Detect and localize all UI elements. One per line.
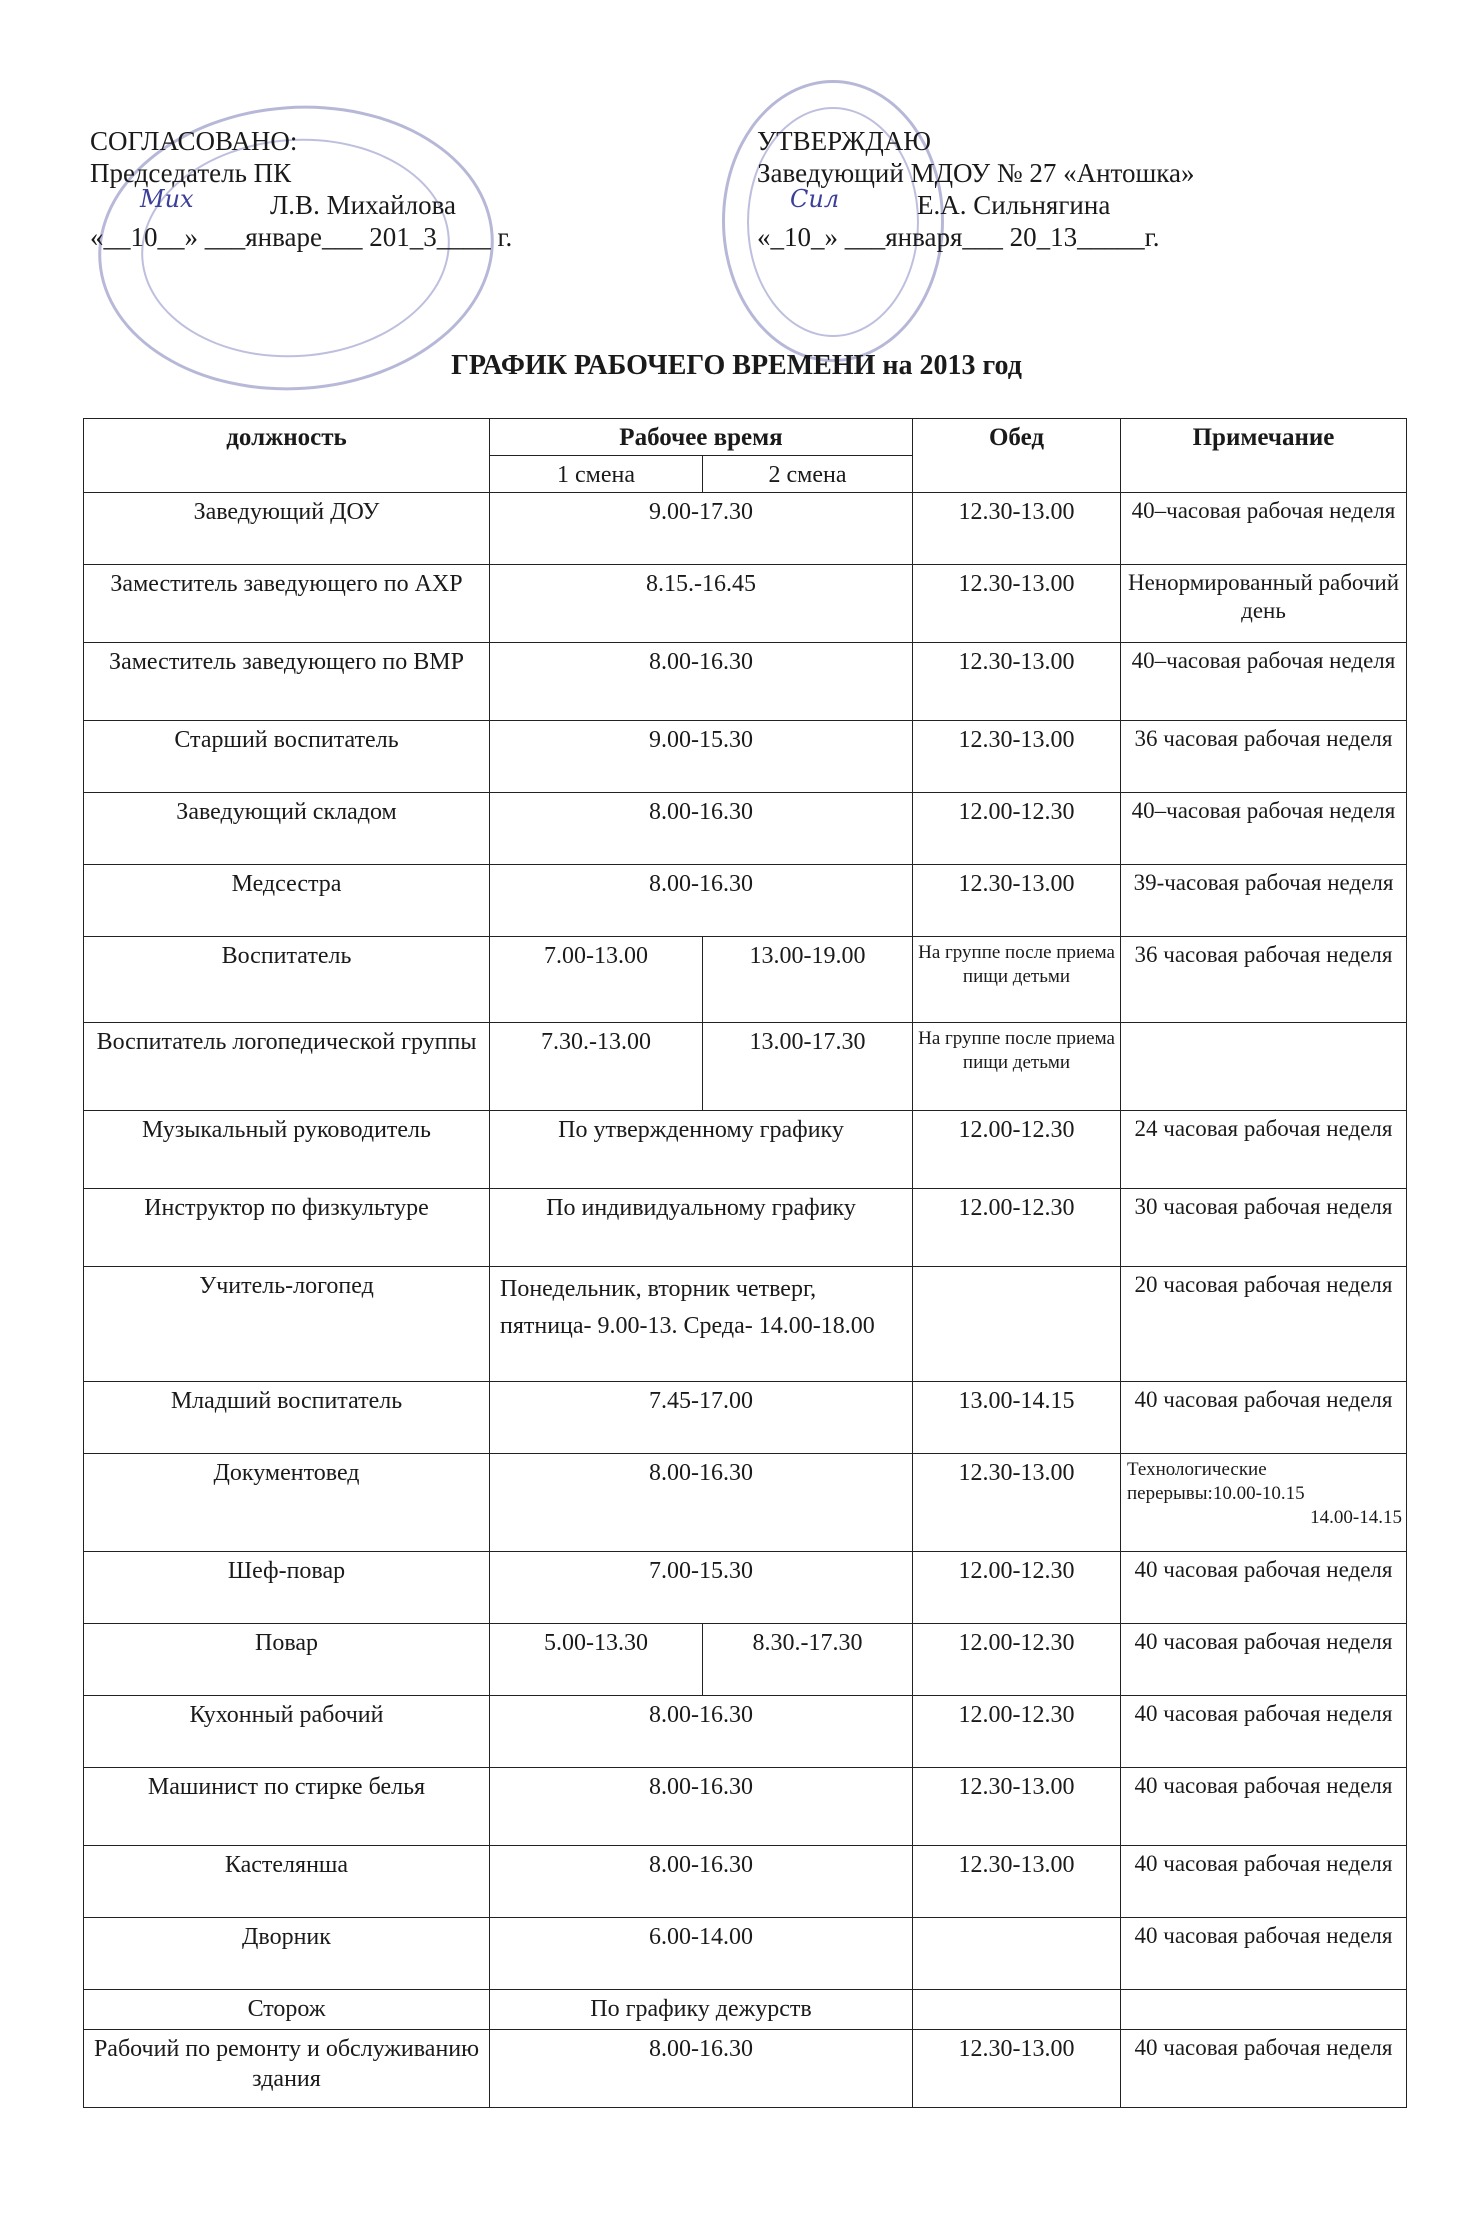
- cell-lunch: 12.30-13.00: [913, 493, 1121, 565]
- cell-time: По индивидуальному графику: [490, 1189, 913, 1267]
- cell-note: 20 часовая рабочая неделя: [1121, 1267, 1407, 1382]
- table-row: [84, 643, 1407, 721]
- cell-note: 40 часовая рабочая неделя: [1121, 1918, 1407, 1990]
- cell-time: 8.00-16.30: [490, 1846, 913, 1918]
- cell-shift1: 7.00-13.00: [490, 937, 703, 1023]
- cell-position: Рабочий по ремонту и обслуживанию здания: [84, 2030, 490, 2108]
- cell-position: Младший воспитатель: [84, 1382, 490, 1454]
- cell-time: 8.00-16.30: [490, 793, 913, 865]
- col-header-lunch: Обед: [913, 419, 1121, 493]
- cell-note: 39-часовая рабочая неделя: [1121, 865, 1407, 937]
- note-line: перерывы:10.00-10.15: [1127, 1483, 1305, 1504]
- cell-position: Сторож: [84, 1990, 490, 2030]
- cell-position: Кухонный рабочий: [84, 1696, 490, 1768]
- cell-time: 8.00-16.30: [490, 865, 913, 937]
- cell-shift1: 5.00-13.30: [490, 1624, 703, 1696]
- table-row: [84, 1990, 1407, 2030]
- cell-time: 8.00-16.30: [490, 1696, 913, 1768]
- table-row: [84, 1454, 1407, 1552]
- cell-lunch: 12.00-12.30: [913, 1624, 1121, 1696]
- cell-position: Воспитатель: [84, 937, 490, 1023]
- cell-time: 7.45-17.00: [490, 1382, 913, 1454]
- cell-lunch: 12.00-12.30: [913, 793, 1121, 865]
- table-row: [84, 1111, 1407, 1189]
- approval-position: Заведующий МДОУ № 27 «Антошка»: [757, 158, 1195, 188]
- cell-note: [1121, 1454, 1407, 1552]
- cell-note: 40 часовая рабочая неделя: [1121, 1382, 1407, 1454]
- cell-note: 36 часовая рабочая неделя: [1121, 721, 1407, 793]
- schedule-table: [83, 418, 1407, 2108]
- col-header-work-time: Рабочее время: [490, 419, 913, 456]
- cell-time: По графику дежурств: [490, 1990, 913, 2030]
- cell-lunch: 12.00-12.30: [913, 1111, 1121, 1189]
- table-row: [84, 2030, 1407, 2108]
- cell-time: По утвержденному графику: [490, 1111, 913, 1189]
- table-row: [84, 565, 1407, 643]
- cell-time: 6.00-14.00: [490, 1918, 913, 1990]
- approval-date: «_10_» ___января___ 20_13_____г.: [757, 222, 1160, 252]
- cell-position: Заместитель заведующего по АХР: [84, 565, 490, 643]
- col-header-position: должность: [84, 419, 490, 493]
- cell-shift2: 13.00-17.30: [703, 1023, 913, 1111]
- header-row: [84, 419, 1407, 456]
- cell-lunch: 12.30-13.00: [913, 1846, 1121, 1918]
- cell-position: Воспитатель логопедической группы: [84, 1023, 490, 1111]
- cell-position: Дворник: [84, 1918, 490, 1990]
- cell-note: 24 часовая рабочая неделя: [1121, 1111, 1407, 1189]
- approval-heading: СОГЛАСОВАНО:: [90, 126, 298, 156]
- cell-time: 7.00-15.30: [490, 1552, 913, 1624]
- table-row: [84, 1768, 1407, 1846]
- table-row: [84, 793, 1407, 865]
- table-row: [84, 865, 1407, 937]
- cell-time: 9.00-17.30: [490, 493, 913, 565]
- approval-heading: УТВЕРЖДАЮ: [757, 126, 932, 156]
- cell-time: 8.00-16.30: [490, 643, 913, 721]
- cell-position: Заведующий ДОУ: [84, 493, 490, 565]
- note-line: 14.00-14.15: [1310, 1507, 1402, 1528]
- cell-time: 8.00-16.30: [490, 1454, 913, 1552]
- cell-position: Заведующий складом: [84, 793, 490, 865]
- cell-lunch: 12.00-12.30: [913, 1696, 1121, 1768]
- cell-lunch: [913, 1267, 1121, 1382]
- cell-position: Заместитель заведующего по ВМР: [84, 643, 490, 721]
- cell-position: Музыкальный руководитель: [84, 1111, 490, 1189]
- cell-position: Шеф-повар: [84, 1552, 490, 1624]
- cell-lunch: 12.30-13.00: [913, 1768, 1121, 1846]
- approval-name: Л.В. Михайлова: [270, 190, 456, 220]
- cell-shift2: 13.00-19.00: [703, 937, 913, 1023]
- cell-position: Старший воспитатель: [84, 721, 490, 793]
- table-row: [84, 1624, 1407, 1696]
- cell-lunch: 12.00-12.30: [913, 1189, 1121, 1267]
- cell-note: 40 часовая рабочая неделя: [1121, 2030, 1407, 2108]
- cell-lunch: На группе после приема пищи детьми: [913, 1023, 1121, 1111]
- cell-shift1: 7.30.-13.00: [490, 1023, 703, 1111]
- approval-date: «__10__» ___январе___ 201_3____ г.: [90, 222, 513, 252]
- cell-lunch: [913, 1990, 1121, 2030]
- cell-shift2: 8.30.-17.30: [703, 1624, 913, 1696]
- cell-note: [1121, 1990, 1407, 2030]
- cell-note: Ненормированный рабочий день: [1121, 565, 1407, 643]
- table-row: [84, 937, 1407, 1023]
- page-title: ГРАФИК РАБОЧЕГО ВРЕМЕНИ на 2013 год: [451, 350, 1022, 381]
- cell-note: 40 часовая рабочая неделя: [1121, 1624, 1407, 1696]
- cell-time: 8.00-16.30: [490, 2030, 913, 2108]
- cell-note: 40 часовая рабочая неделя: [1121, 1552, 1407, 1624]
- approval-name: Е.А. Сильнягина: [917, 190, 1111, 220]
- cell-lunch: 12.30-13.00: [913, 643, 1121, 721]
- table-row: [84, 493, 1407, 565]
- cell-lunch: 13.00-14.15: [913, 1382, 1121, 1454]
- cell-lunch: 12.30-13.00: [913, 865, 1121, 937]
- cell-position: Инструктор по физкультуре: [84, 1189, 490, 1267]
- table-row: [84, 1382, 1407, 1454]
- cell-lunch: 12.00-12.30: [913, 1552, 1121, 1624]
- table-row: [84, 1267, 1407, 1382]
- cell-position: Кастелянша: [84, 1846, 490, 1918]
- col-header-shift2: 2 смена: [703, 456, 913, 493]
- cell-lunch: [913, 1918, 1121, 1990]
- table-row: [84, 1846, 1407, 1918]
- signature-left: Мих: [140, 185, 194, 213]
- table-row: [84, 1023, 1407, 1111]
- cell-note: 30 часовая рабочая неделя: [1121, 1189, 1407, 1267]
- table-row: [84, 1696, 1407, 1768]
- cell-note: 40–часовая рабочая неделя: [1121, 793, 1407, 865]
- cell-lunch: 12.30-13.00: [913, 1454, 1121, 1552]
- cell-time: 8.00-16.30: [490, 1768, 913, 1846]
- cell-lunch: На группе после приема пищи детьми: [913, 937, 1121, 1023]
- col-header-shift1: 1 смена: [490, 456, 703, 493]
- cell-time: 8.15.-16.45: [490, 565, 913, 643]
- cell-note: [1121, 1023, 1407, 1111]
- cell-note: 40 часовая рабочая неделя: [1121, 1846, 1407, 1918]
- cell-position: Документовед: [84, 1454, 490, 1552]
- table-row: [84, 1189, 1407, 1267]
- cell-lunch: 12.30-13.00: [913, 721, 1121, 793]
- table-row: [84, 721, 1407, 793]
- cell-note: 40 часовая рабочая неделя: [1121, 1696, 1407, 1768]
- signature-right: Сил: [790, 185, 840, 213]
- cell-lunch: 12.30-13.00: [913, 2030, 1121, 2108]
- cell-position: Медсестра: [84, 865, 490, 937]
- cell-note: 36 часовая рабочая неделя: [1121, 937, 1407, 1023]
- col-header-note: Примечание: [1121, 419, 1407, 493]
- cell-position: Повар: [84, 1624, 490, 1696]
- table-row: [84, 1552, 1407, 1624]
- cell-note: 40–часовая рабочая неделя: [1121, 493, 1407, 565]
- approval-position: Председатель ПК: [90, 158, 292, 188]
- cell-position: Машинист по стирке белья: [84, 1768, 490, 1846]
- note-line: Технологические: [1127, 1459, 1267, 1480]
- cell-note: 40–часовая рабочая неделя: [1121, 643, 1407, 721]
- cell-position: Учитель-логопед: [84, 1267, 490, 1382]
- cell-lunch: 12.30-13.00: [913, 565, 1121, 643]
- cell-note: 40 часовая рабочая неделя: [1121, 1768, 1407, 1846]
- cell-time: Понедельник, вторник четверг, пятница- 9.00-13. Среда- 14.00-18.00: [490, 1267, 913, 1382]
- table-row: [84, 1918, 1407, 1990]
- cell-time: 9.00-15.30: [490, 721, 913, 793]
